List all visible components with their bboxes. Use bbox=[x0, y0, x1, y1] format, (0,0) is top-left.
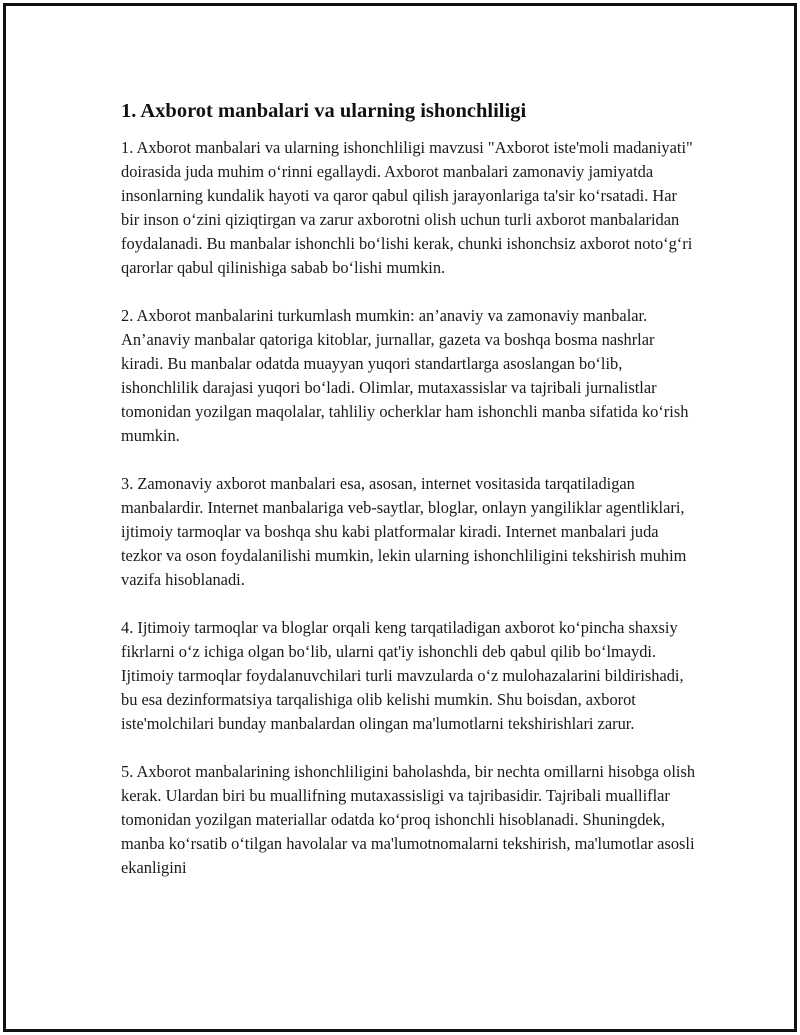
document-title: 1. Axborot manbalari va ularning ishonchliligi bbox=[121, 100, 527, 122]
paragraph-1: 1. Axborot manbalari va ularning ishonchliligi mavzusi "Axborot iste'moli madaniyati" doirasida juda muhim o‘rinni egallaydi. Axborot manbalari zamonaviy jamiyatda insonlarning kundalik hayoti va qaror qabul qilish jarayonlariga ta'sir ko‘rsatadi. Har bir inson o‘zini qiziqtirgan va zarur axborotni olish uchun turli axborot manbalaridan foydalanadi. Bu manbalar ishonchli bo‘lishi kerak, chunki ishonchsiz axborot noto‘g‘ri qarorlar qabul qilinishiga sabab bo‘lishi mumkin. bbox=[121, 138, 693, 277]
document-page bbox=[3, 3, 797, 1032]
paragraph-5: 5. Axborot manbalarining ishonchliligini baholashda, bir nechta omillarni hisobga olish kerak. Ulardan biri bu muallifning mutaxassisligi va tajribasidir. Tajribali mualliflar tomonidan yozilgan materiallar odatda ko‘proq ishonchli hisoblanadi. Shuningdek, manba ko‘rsatib o‘tilgan havolalar va ma'lumotnomalarni tekshirish, ma'lumotlar asosli ekanligini bbox=[121, 762, 696, 877]
paragraph-2: 2. Axborot manbalarini turkumlash mumkin: an’anaviy va zamonaviy manbalar. An’anaviy manbalar qatoriga kitoblar, jurnallar, gazeta va boshqa bosma nashrlar kiradi. Bu manbalar odatda muayyan yuqori standartlarga asoslangan bo‘lib, ishonchlilik darajasi yuqori bo‘ladi. Olimlar, mutaxassislar va tajribali jurnalistlar tomonidan yozilgan maqolalar, tahliliy ocherklar ham ishonchli manba sifatida ko‘rish mumkin. bbox=[121, 306, 689, 445]
document-content bbox=[121, 98, 696, 904]
paragraph-3: 3. Zamonaviy axborot manbalari esa, asosan, internet vositasida tarqatiladigan manbalardir. Internet manbalariga veb-saytlar, bloglar, onlayn yangiliklar agentliklari, ijtimoiy tarmoqlar va boshqa shu kabi platformalar kiradi. Internet manbalari juda tezkor va oson foydalanilishi mumkin, lekin ularning ishonchliligini tekshirish muhim vazifa hisoblanadi. bbox=[121, 474, 687, 589]
paragraph-4: 4. Ijtimoiy tarmoqlar va bloglar orqali keng tarqatiladigan axborot ko‘pincha shaxsiy fikrlarni o‘z ichiga olgan bo‘lib, ularni qat'iy ishonchli deb qabul qilib bo‘lmaydi. Ijtimoiy tarmoqlar foydalanuvchilari turli mavzularda o‘z mulohazalarini bildirishadi, bu esa dezinformatsiya tarqalishiga olib kelishi mumkin. Shu boisdan, axborot iste'molchilari bunday manbalardan olingan ma'lumotlarni tekshirishlari zarur. bbox=[121, 618, 684, 733]
